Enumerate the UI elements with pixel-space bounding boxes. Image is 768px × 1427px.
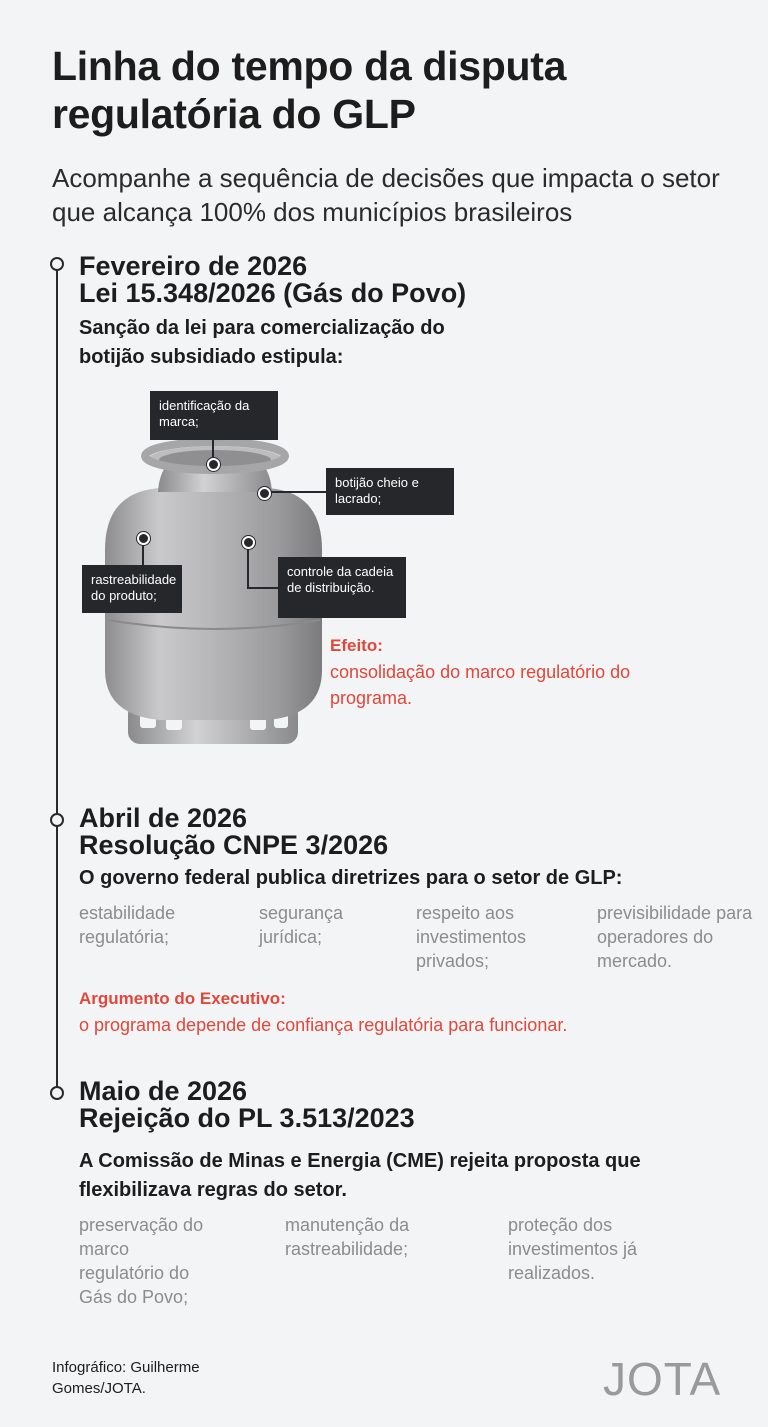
callout-traceability: rastreabilidade do produto; [82, 565, 182, 613]
callout-brand-id-dot [207, 458, 220, 471]
callout-distribution-control-connector-v [247, 546, 249, 588]
jota-logo: JOTA [603, 1353, 722, 1405]
event-2-law: Resolução CNPE 3/2026 [79, 830, 389, 860]
timeline-dot-2 [50, 813, 64, 827]
event-3-item-3: proteção dos investimentos já realizados. [508, 1215, 638, 1283]
timeline-dot-1 [50, 257, 64, 271]
page-title: Linha do tempo da disputa regulatória do GLP [52, 43, 567, 137]
event-2-lead: O governo federal publica diretrizes para o setor de GLP: [79, 867, 623, 889]
callout-brand-id-connector [212, 440, 214, 460]
event-2-item-2: segurança jurídica; [259, 903, 344, 947]
event-1-law: Lei 15.348/2026 (Gás do Povo) [79, 278, 467, 308]
event-2-item-1: estabilidade regulatória; [79, 903, 176, 947]
callout-full-sealed-dot [258, 487, 271, 500]
timeline-dot-3 [50, 1086, 64, 1100]
event-3-item-1: preservação do marco regulatório do Gás do Povo; [79, 1215, 204, 1307]
credit: Infográfico: Guilherme Gomes/JOTA. [52, 1359, 200, 1397]
callout-distribution-control: controle da cadeia de distribuição. [278, 557, 406, 618]
event-3-date: Maio de 2026 [79, 1076, 248, 1106]
effect-text: consolidação do marco regulatório do programa. [330, 662, 631, 708]
event-1-date: Fevereiro de 2026 [79, 251, 308, 281]
callout-distribution-control-dot [242, 536, 255, 549]
event-3-lead: A Comissão de Minas e Energia (CME) rejeita proposta que flexibilizava regras do setor. [79, 1150, 641, 1201]
callout-traceability-dot [137, 532, 150, 545]
timeline-line [56, 262, 58, 1096]
callout-distribution-control-connector-h [247, 587, 278, 589]
argument-text: o programa depende de confiança regulatória para funcionar. [79, 1015, 568, 1035]
callout-full-sealed-connector [270, 491, 326, 493]
argument-label: Argumento do Executivo: [79, 989, 286, 1008]
callout-brand-id: identificação da marca; [150, 391, 278, 440]
event-2-item-4: previsibilidade para operadores do mercado. [597, 903, 753, 971]
event-1-lead: Sanção da lei para comercialização do botijão subsidiado estipula: [79, 317, 445, 368]
event-2-item-3: respeito aos investimentos privados; [416, 903, 527, 971]
callout-full-sealed: botijão cheio e lacrado; [326, 468, 454, 515]
event-3-law: Rejeição do PL 3.513/2023 [79, 1103, 415, 1133]
effect-label: Efeito: [330, 636, 383, 655]
event-2-date: Abril de 2026 [79, 803, 248, 833]
event-3-item-2: manutenção da rastreabilidade; [285, 1215, 410, 1259]
page-subtitle: Acompanhe a sequência de decisões que impacta o setor que alcança 100% dos municípios brasileiros [52, 163, 720, 227]
